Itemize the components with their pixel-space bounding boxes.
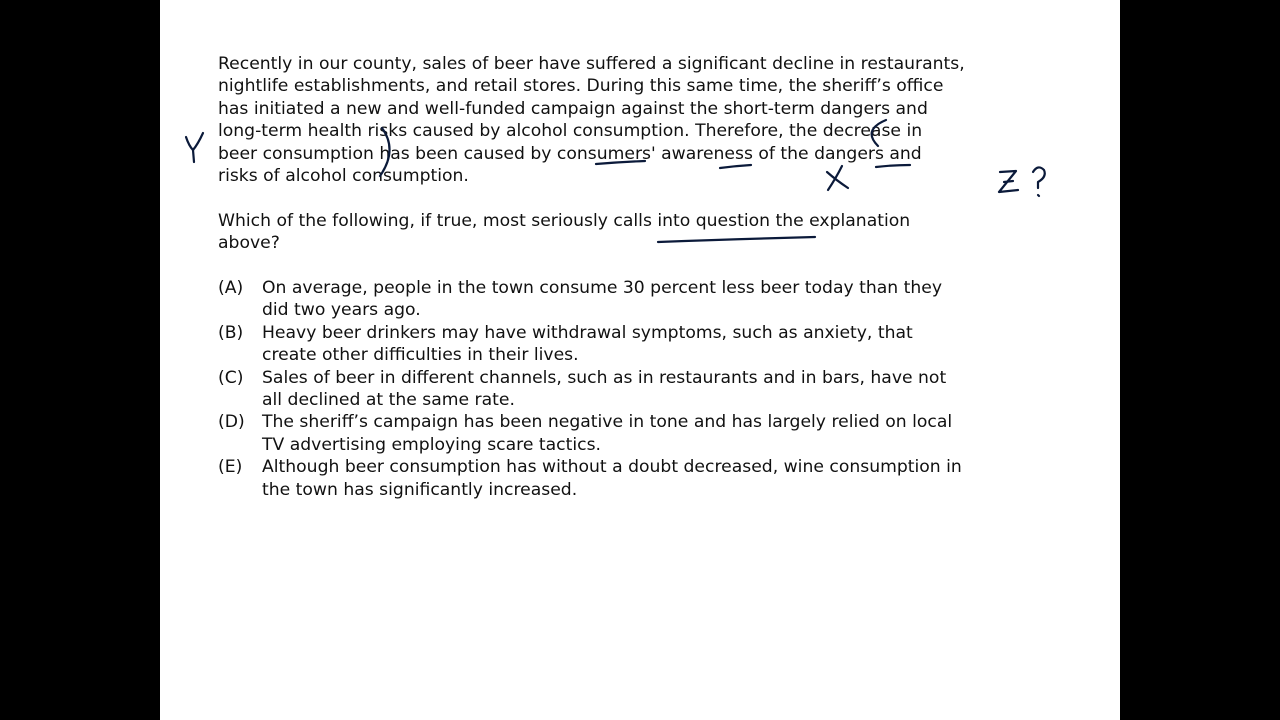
choice-line: Sales of beer in different channels, such as in restaurants and in bars, have not bbox=[262, 367, 947, 388]
answer-choices bbox=[218, 277, 1078, 501]
choice-line: did two years ago. bbox=[262, 300, 421, 321]
answer-choice-e[interactable] bbox=[218, 456, 1078, 501]
answer-choice-b[interactable] bbox=[218, 322, 1078, 367]
passage-line: has initiated a new and well-funded campaign against the short-term dangers and bbox=[218, 98, 928, 119]
choice-line: all declined at the same rate. bbox=[262, 390, 515, 411]
choice-letter: (D) bbox=[218, 412, 245, 433]
choice-letter: (C) bbox=[218, 367, 244, 388]
choice-letter: (E) bbox=[218, 457, 243, 478]
question-line: Which of the following, if true, most seriously calls into question the explanation bbox=[218, 211, 911, 231]
answer-choice-d[interactable] bbox=[218, 411, 1078, 456]
document-page bbox=[160, 0, 1120, 720]
passage-line: risks of alcohol consumption. bbox=[218, 166, 469, 187]
choice-line: the town has significantly increased. bbox=[262, 479, 578, 500]
passage-line: Recently in our county, sales of beer have suffered a significant decline in restaurants, bbox=[218, 54, 965, 74]
choice-line: Heavy beer drinkers may have withdrawal symptoms, such as anxiety, that bbox=[262, 322, 913, 343]
question-line: above? bbox=[218, 233, 280, 254]
argument-passage bbox=[218, 53, 1058, 187]
passage-line: long-term health risks caused by alcohol consumption. Therefore, the decrease in bbox=[218, 121, 923, 142]
choice-letter: (B) bbox=[218, 322, 244, 343]
passage-line: beer consumption has been caused by consumers' awareness of the dangers and bbox=[218, 143, 922, 164]
choice-line: create other difficulties in their lives. bbox=[262, 345, 579, 366]
question-stem bbox=[218, 210, 1018, 255]
answer-choice-c[interactable] bbox=[218, 367, 1078, 412]
choice-line: On average, people in the town consume 30 percent less beer today than they bbox=[262, 278, 943, 298]
choice-letter: (A) bbox=[218, 278, 244, 298]
choice-line: Although beer consumption has without a doubt decreased, wine consumption in bbox=[262, 457, 962, 478]
choice-line: TV advertising employing scare tactics. bbox=[262, 434, 601, 455]
passage-line: nightlife establishments, and retail stores. During this same time, the sheriff’s office bbox=[218, 76, 944, 97]
choice-line: The sheriff’s campaign has been negative in tone and has largely relied on local bbox=[262, 412, 953, 433]
answer-choice-a[interactable] bbox=[218, 277, 1078, 322]
